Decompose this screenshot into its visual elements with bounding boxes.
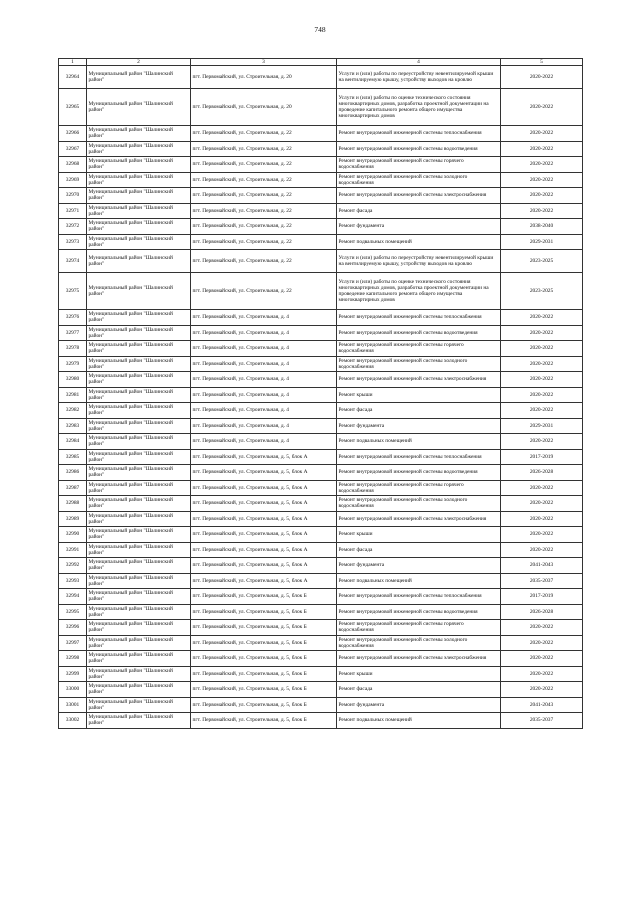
address-cell: пгт. Первомайский, ул. Строительная, д. 22	[191, 250, 337, 273]
period-cell: 2020-2022	[501, 341, 583, 357]
address-cell: пгт. Первомайский, ул. Строительная, д. 22	[191, 172, 337, 188]
address-cell: пгт. Первомайский, ул. Строительная, д. 20	[191, 89, 337, 126]
row-number-cell: 32990	[59, 527, 87, 543]
period-cell: 2035-2037	[501, 573, 583, 589]
work-type-cell: Ремонт внутридомовой инженерной системы теплоснабжения	[337, 126, 501, 142]
row-number-cell: 32982	[59, 403, 87, 419]
period-cell: 2020-2022	[501, 188, 583, 204]
municipality-cell: Муниципальный район "Шалинский район"	[87, 713, 191, 729]
period-cell: 2020-2022	[501, 527, 583, 543]
address-cell: пгт. Первомайский, ул. Строительная, д. 22	[191, 273, 337, 310]
work-type-cell: Ремонт внутридомовой инженерной системы горячего водоснабжения	[337, 157, 501, 173]
table-row	[59, 356, 583, 372]
row-number-cell: 32989	[59, 511, 87, 527]
table-row	[59, 310, 583, 326]
address-cell: пгт. Первомайский, ул. Строительная, д. 4	[191, 387, 337, 403]
municipality-cell: Муниципальный район "Шалинский район"	[87, 325, 191, 341]
address-cell: пгт. Первомайский, ул. Строительная, д. 5, блок Б	[191, 651, 337, 667]
repair-schedule-table	[58, 58, 583, 729]
work-type-cell: Ремонт внутридомовой инженерной системы горячего водоснабжения	[337, 341, 501, 357]
municipality-cell: Муниципальный район "Шалинский район"	[87, 141, 191, 157]
municipality-cell: Муниципальный район "Шалинский район"	[87, 604, 191, 620]
address-cell: пгт. Первомайский, ул. Строительная, д. 4	[191, 434, 337, 450]
table-row	[59, 387, 583, 403]
address-cell: пгт. Первомайский, ул. Строительная, д. 5, блок Б	[191, 635, 337, 651]
period-cell: 2020-2022	[501, 387, 583, 403]
municipality-cell: Муниципальный район "Шалинский район"	[87, 465, 191, 481]
row-number-cell: 32987	[59, 480, 87, 496]
municipality-cell: Муниципальный район "Шалинский район"	[87, 219, 191, 235]
municipality-cell: Муниципальный район "Шалинский район"	[87, 234, 191, 250]
address-cell: пгт. Первомайский, ул. Строительная, д. 5, блок А	[191, 558, 337, 574]
municipality-cell: Муниципальный район "Шалинский район"	[87, 542, 191, 558]
municipality-cell: Муниципальный район "Шалинский район"	[87, 126, 191, 142]
table-row	[59, 234, 583, 250]
work-type-cell: Ремонт фундамента	[337, 697, 501, 713]
work-type-cell: Ремонт внутридомовой инженерной системы холодного водоснабжения	[337, 635, 501, 651]
municipality-cell: Муниципальный район "Шалинский район"	[87, 250, 191, 273]
table-row	[59, 542, 583, 558]
address-cell: пгт. Первомайский, ул. Строительная, д. 5, блок Б	[191, 697, 337, 713]
table-row	[59, 273, 583, 310]
address-cell: пгт. Первомайский, ул. Строительная, д. 4	[191, 418, 337, 434]
work-type-cell: Ремонт внутридомовой инженерной системы электроснабжения	[337, 651, 501, 667]
address-cell: пгт. Первомайский, ул. Строительная, д. 5, блок Б	[191, 604, 337, 620]
row-number-cell: 32965	[59, 89, 87, 126]
work-type-cell: Ремонт внутридомовой инженерной системы водоотведения	[337, 325, 501, 341]
table-row	[59, 141, 583, 157]
address-cell: пгт. Первомайский, ул. Строительная, д. 5, блок А	[191, 527, 337, 543]
municipality-cell: Муниципальный район "Шалинский район"	[87, 188, 191, 204]
work-type-cell: Ремонт внутридомовой инженерной системы холодного водоснабжения	[337, 172, 501, 188]
municipality-cell: Муниципальный район "Шалинский район"	[87, 203, 191, 219]
address-cell: пгт. Первомайский, ул. Строительная, д. 4	[191, 356, 337, 372]
table-row	[59, 403, 583, 419]
table-row	[59, 449, 583, 465]
table-row	[59, 188, 583, 204]
page-number: 748	[314, 25, 326, 34]
table-row	[59, 480, 583, 496]
period-cell: 2029-2031	[501, 234, 583, 250]
period-cell: 2041-2043	[501, 558, 583, 574]
period-cell: 2020-2022	[501, 651, 583, 667]
municipality-cell: Муниципальный район "Шалинский район"	[87, 511, 191, 527]
period-cell: 2020-2022	[501, 126, 583, 142]
municipality-cell: Муниципальный район "Шалинский район"	[87, 403, 191, 419]
row-number-cell: 32985	[59, 449, 87, 465]
work-type-cell: Ремонт внутридомовой инженерной системы электроснабжения	[337, 372, 501, 388]
period-cell: 2020-2022	[501, 480, 583, 496]
work-type-cell: Ремонт внутридомовой инженерной системы водоотведения	[337, 604, 501, 620]
table-row	[59, 465, 583, 481]
period-cell: 2017-2019	[501, 449, 583, 465]
table-row	[59, 635, 583, 651]
address-cell: пгт. Первомайский, ул. Строительная, д. 5, блок А	[191, 449, 337, 465]
municipality-cell: Муниципальный район "Шалинский район"	[87, 372, 191, 388]
work-type-cell: Ремонт фасада	[337, 403, 501, 419]
address-cell: пгт. Первомайский, ул. Строительная, д. 5, блок А	[191, 573, 337, 589]
row-number-cell: 32992	[59, 558, 87, 574]
table-row	[59, 126, 583, 142]
work-type-cell: Ремонт крыши	[337, 666, 501, 682]
work-type-cell: Ремонт внутридомовой инженерной системы водоотведения	[337, 465, 501, 481]
table-row	[59, 558, 583, 574]
municipality-cell: Муниципальный район "Шалинский район"	[87, 589, 191, 605]
row-number-cell: 32979	[59, 356, 87, 372]
municipality-cell: Муниципальный район "Шалинский район"	[87, 496, 191, 512]
work-type-cell: Услуги и (или) работы по переустройству невентилируемой крыши на вентилируемую крышу, устройству выходов на кровлю	[337, 250, 501, 273]
address-cell: пгт. Первомайский, ул. Строительная, д. 5, блок А	[191, 511, 337, 527]
work-type-cell: Услуги и (или) работы по оценке технического состояния многоквартирных домов, разработка проектной документации на проведение капитального ремонта общего имущества многоквартирных домов	[337, 89, 501, 126]
row-number-cell: 32996	[59, 620, 87, 636]
municipality-cell: Муниципальный район "Шалинский район"	[87, 310, 191, 326]
address-cell: пгт. Первомайский, ул. Строительная, д. 5, блок Б	[191, 589, 337, 605]
row-number-cell: 32997	[59, 635, 87, 651]
row-number-cell: 32984	[59, 434, 87, 450]
table-row	[59, 434, 583, 450]
address-cell: пгт. Первомайский, ул. Строительная, д. 5, блок Б	[191, 682, 337, 698]
work-type-cell: Ремонт фундамента	[337, 219, 501, 235]
work-type-cell: Ремонт фасада	[337, 203, 501, 219]
row-number-cell: 32970	[59, 188, 87, 204]
row-number-cell: 32981	[59, 387, 87, 403]
table-row	[59, 697, 583, 713]
work-type-cell: Ремонт внутридомовой инженерной системы электроснабжения	[337, 511, 501, 527]
table-row	[59, 496, 583, 512]
municipality-cell: Муниципальный район "Шалинский район"	[87, 341, 191, 357]
table-row	[59, 89, 583, 126]
row-number-cell: 32998	[59, 651, 87, 667]
period-cell: 2020-2022	[501, 310, 583, 326]
municipality-cell: Муниципальный район "Шалинский район"	[87, 449, 191, 465]
municipality-cell: Муниципальный район "Шалинский район"	[87, 651, 191, 667]
period-cell: 2020-2022	[501, 682, 583, 698]
table-row	[59, 651, 583, 667]
work-type-cell: Ремонт внутридомовой инженерной системы холодного водоснабжения	[337, 496, 501, 512]
municipality-cell: Муниципальный район "Шалинский район"	[87, 356, 191, 372]
municipality-cell: Муниципальный район "Шалинский район"	[87, 527, 191, 543]
work-type-cell: Ремонт внутридомовой инженерной системы теплоснабжения	[337, 310, 501, 326]
period-cell: 2020-2022	[501, 666, 583, 682]
table-row	[59, 418, 583, 434]
row-number-cell: 32988	[59, 496, 87, 512]
table-row	[59, 620, 583, 636]
address-cell: пгт. Первомайский, ул. Строительная, д. 22	[191, 141, 337, 157]
municipality-cell: Муниципальный район "Шалинский район"	[87, 434, 191, 450]
work-type-cell: Ремонт внутридомовой инженерной системы электроснабжения	[337, 188, 501, 204]
row-number-cell: 32966	[59, 126, 87, 142]
row-number-cell: 33002	[59, 713, 87, 729]
work-type-cell: Ремонт фасада	[337, 542, 501, 558]
period-cell: 2026-2028	[501, 465, 583, 481]
column-header-3: 3	[191, 59, 337, 66]
address-cell: пгт. Первомайский, ул. Строительная, д. 20	[191, 66, 337, 89]
work-type-cell: Ремонт подвальных помещений	[337, 434, 501, 450]
table-row	[59, 666, 583, 682]
period-cell: 2020-2022	[501, 403, 583, 419]
address-cell: пгт. Первомайский, ул. Строительная, д. 22	[191, 188, 337, 204]
column-header-4: 4	[337, 59, 501, 66]
work-type-cell: Ремонт фасада	[337, 682, 501, 698]
address-cell: пгт. Первомайский, ул. Строительная, д. 22	[191, 157, 337, 173]
column-header-1: 1	[59, 59, 87, 66]
row-number-cell: 32993	[59, 573, 87, 589]
period-cell: 2020-2022	[501, 620, 583, 636]
row-number-cell: 32995	[59, 604, 87, 620]
column-header-5: 5	[501, 59, 583, 66]
work-type-cell: Ремонт крыши	[337, 527, 501, 543]
address-cell: пгт. Первомайский, ул. Строительная, д. 22	[191, 203, 337, 219]
table-row	[59, 527, 583, 543]
table-row	[59, 372, 583, 388]
address-cell: пгт. Первомайский, ул. Строительная, д. 5, блок А	[191, 480, 337, 496]
row-number-cell: 32969	[59, 172, 87, 188]
row-number-cell: 32978	[59, 341, 87, 357]
table-row	[59, 66, 583, 89]
address-cell: пгт. Первомайский, ул. Строительная, д. 4	[191, 372, 337, 388]
municipality-cell: Муниципальный район "Шалинский район"	[87, 273, 191, 310]
period-cell: 2023-2025	[501, 250, 583, 273]
work-type-cell: Ремонт фундамента	[337, 558, 501, 574]
municipality-cell: Муниципальный район "Шалинский район"	[87, 89, 191, 126]
period-cell: 2020-2022	[501, 66, 583, 89]
table-row	[59, 713, 583, 729]
municipality-cell: Муниципальный район "Шалинский район"	[87, 172, 191, 188]
table-row	[59, 203, 583, 219]
work-type-cell: Услуги и (или) работы по оценке технического состояния многоквартирных домов, разработка проектной документации на проведение капитального ремонта общего имущества многоквартирных домов	[337, 273, 501, 310]
row-number-cell: 32967	[59, 141, 87, 157]
municipality-cell: Муниципальный район "Шалинский район"	[87, 635, 191, 651]
period-cell: 2020-2022	[501, 172, 583, 188]
column-header-2: 2	[87, 59, 191, 66]
row-number-cell: 32980	[59, 372, 87, 388]
table-row	[59, 604, 583, 620]
period-cell: 2035-2037	[501, 713, 583, 729]
row-number-cell: 33000	[59, 682, 87, 698]
period-cell: 2020-2022	[501, 325, 583, 341]
municipality-cell: Муниципальный район "Шалинский район"	[87, 66, 191, 89]
period-cell: 2020-2022	[501, 496, 583, 512]
table-row	[59, 250, 583, 273]
row-number-cell: 32994	[59, 589, 87, 605]
period-cell: 2023-2025	[501, 273, 583, 310]
work-type-cell: Ремонт подвальных помещений	[337, 234, 501, 250]
address-cell: пгт. Первомайский, ул. Строительная, д. 4	[191, 403, 337, 419]
table-header	[59, 59, 583, 66]
address-cell: пгт. Первомайский, ул. Строительная, д. 4	[191, 325, 337, 341]
row-number-cell: 33001	[59, 697, 87, 713]
period-cell: 2029-2031	[501, 418, 583, 434]
row-number-cell: 32991	[59, 542, 87, 558]
table-row	[59, 682, 583, 698]
municipality-cell: Муниципальный район "Шалинский район"	[87, 697, 191, 713]
period-cell: 2020-2022	[501, 542, 583, 558]
row-number-cell: 32983	[59, 418, 87, 434]
header-row	[59, 59, 583, 66]
period-cell: 2020-2022	[501, 157, 583, 173]
period-cell: 2017-2019	[501, 589, 583, 605]
municipality-cell: Муниципальный район "Шалинский район"	[87, 666, 191, 682]
period-cell: 2020-2022	[501, 511, 583, 527]
row-number-cell: 32975	[59, 273, 87, 310]
work-type-cell: Услуги и (или) работы по переустройству невентилируемой крыши на вентилируемую крышу, устройству выходов на кровлю	[337, 66, 501, 89]
period-cell: 2020-2022	[501, 356, 583, 372]
row-number-cell: 32976	[59, 310, 87, 326]
municipality-cell: Муниципальный район "Шалинский район"	[87, 480, 191, 496]
municipality-cell: Муниципальный район "Шалинский район"	[87, 682, 191, 698]
period-cell: 2020-2022	[501, 203, 583, 219]
work-type-cell: Ремонт подвальных помещений	[337, 713, 501, 729]
table-row	[59, 511, 583, 527]
period-cell: 2026-2028	[501, 604, 583, 620]
table-row	[59, 157, 583, 173]
period-cell: 2020-2022	[501, 635, 583, 651]
table-row	[59, 573, 583, 589]
period-cell: 2020-2022	[501, 372, 583, 388]
work-type-cell: Ремонт внутридомовой инженерной системы теплоснабжения	[337, 589, 501, 605]
period-cell: 2038-2040	[501, 219, 583, 235]
row-number-cell: 32971	[59, 203, 87, 219]
period-cell: 2020-2022	[501, 141, 583, 157]
address-cell: пгт. Первомайский, ул. Строительная, д. 5, блок Б	[191, 666, 337, 682]
row-number-cell: 32999	[59, 666, 87, 682]
row-number-cell: 32977	[59, 325, 87, 341]
table-row	[59, 172, 583, 188]
period-cell: 2020-2022	[501, 89, 583, 126]
row-number-cell: 32972	[59, 219, 87, 235]
period-cell: 2041-2043	[501, 697, 583, 713]
address-cell: пгт. Первомайский, ул. Строительная, д. 22	[191, 234, 337, 250]
address-cell: пгт. Первомайский, ул. Строительная, д. 5, блок Б	[191, 713, 337, 729]
row-number-cell: 32973	[59, 234, 87, 250]
address-cell: пгт. Первомайский, ул. Строительная, д. 5, блок Б	[191, 620, 337, 636]
municipality-cell: Муниципальный район "Шалинский район"	[87, 418, 191, 434]
work-type-cell: Ремонт внутридомовой инженерной системы водоотведения	[337, 141, 501, 157]
row-number-cell: 32964	[59, 66, 87, 89]
row-number-cell: 32974	[59, 250, 87, 273]
table-row	[59, 325, 583, 341]
work-type-cell: Ремонт внутридомовой инженерной системы горячего водоснабжения	[337, 480, 501, 496]
address-cell: пгт. Первомайский, ул. Строительная, д. 4	[191, 310, 337, 326]
table-body	[59, 66, 583, 729]
table-row	[59, 589, 583, 605]
table-row	[59, 341, 583, 357]
address-cell: пгт. Первомайский, ул. Строительная, д. 5, блок А	[191, 496, 337, 512]
municipality-cell: Муниципальный район "Шалинский район"	[87, 558, 191, 574]
municipality-cell: Муниципальный район "Шалинский район"	[87, 573, 191, 589]
municipality-cell: Муниципальный район "Шалинский район"	[87, 387, 191, 403]
address-cell: пгт. Первомайский, ул. Строительная, д. 22	[191, 219, 337, 235]
address-cell: пгт. Первомайский, ул. Строительная, д. 4	[191, 341, 337, 357]
work-type-cell: Ремонт фундамента	[337, 418, 501, 434]
row-number-cell: 32986	[59, 465, 87, 481]
table-row	[59, 219, 583, 235]
work-type-cell: Ремонт внутридомовой инженерной системы горячего водоснабжения	[337, 620, 501, 636]
address-cell: пгт. Первомайский, ул. Строительная, д. 5, блок А	[191, 542, 337, 558]
period-cell: 2020-2022	[501, 434, 583, 450]
row-number-cell: 32968	[59, 157, 87, 173]
address-cell: пгт. Первомайский, ул. Строительная, д. 22	[191, 126, 337, 142]
address-cell: пгт. Первомайский, ул. Строительная, д. 5, блок А	[191, 465, 337, 481]
work-type-cell: Ремонт подвальных помещений	[337, 573, 501, 589]
work-type-cell: Ремонт внутридомовой инженерной системы холодного водоснабжения	[337, 356, 501, 372]
work-type-cell: Ремонт внутридомовой инженерной системы теплоснабжения	[337, 449, 501, 465]
municipality-cell: Муниципальный район "Шалинский район"	[87, 620, 191, 636]
work-type-cell: Ремонт крыши	[337, 387, 501, 403]
municipality-cell: Муниципальный район "Шалинский район"	[87, 157, 191, 173]
